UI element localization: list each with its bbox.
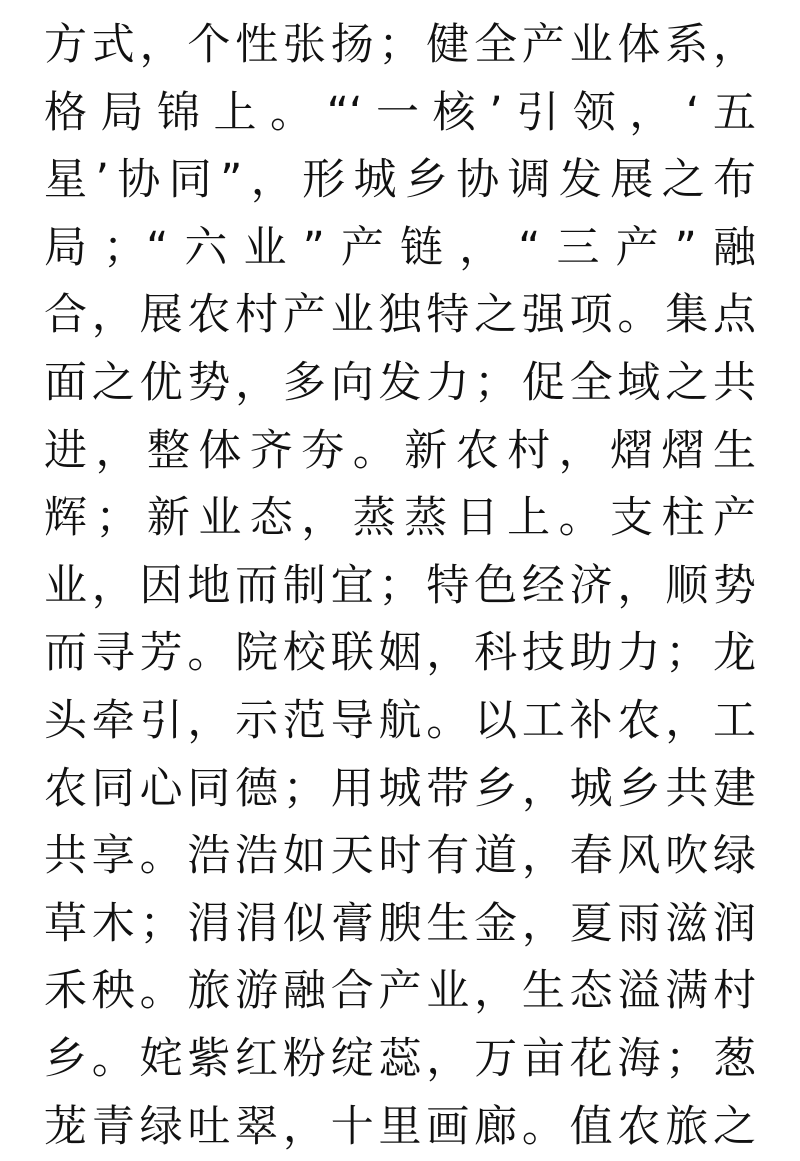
- text-line: 辉；新业态，蒸蒸日上。支柱产: [44, 485, 756, 553]
- text-line: 农同心同德；用城带乡，城乡共建: [44, 756, 756, 824]
- text-line: 方式，个性张扬；健全产业体系，: [44, 12, 756, 80]
- article-body-text: [44, 12, 756, 1161]
- text-line: 而寻芳。院校联姻，科技助力；龙: [44, 620, 756, 688]
- text-line: 禾秧。旅游融合产业，生态溢满村: [44, 958, 756, 1026]
- text-line: 局；“六业”产链，“三产”融: [44, 215, 756, 283]
- text-line: 头牵引，示范导航。以工补农，工: [44, 688, 756, 756]
- text-line: 乡。姹紫红粉绽蕊，万亩花海；葱: [44, 1026, 756, 1094]
- text-line: 业，因地而制宜；特色经济，顺势: [44, 553, 756, 621]
- text-line: 共享。浩浩如天时有道，春风吹绿: [44, 823, 756, 891]
- text-line: 星’协同”，形城乡协调发展之布: [44, 147, 756, 215]
- text-line: 草木；涓涓似膏腴生金，夏雨滋润: [44, 891, 756, 959]
- text-line: 进，整体齐夯。新农村，熠熠生: [44, 418, 756, 486]
- text-line: 茏青绿吐翠，十里画廊。值农旅之: [44, 1094, 756, 1161]
- text-line: 格局锦上。“‘一核’引领，‘五: [44, 80, 756, 148]
- text-line: 面之优势，多向发力；促全域之共: [44, 350, 756, 418]
- text-line: 合，展农村产业独特之强项。集点: [44, 282, 756, 350]
